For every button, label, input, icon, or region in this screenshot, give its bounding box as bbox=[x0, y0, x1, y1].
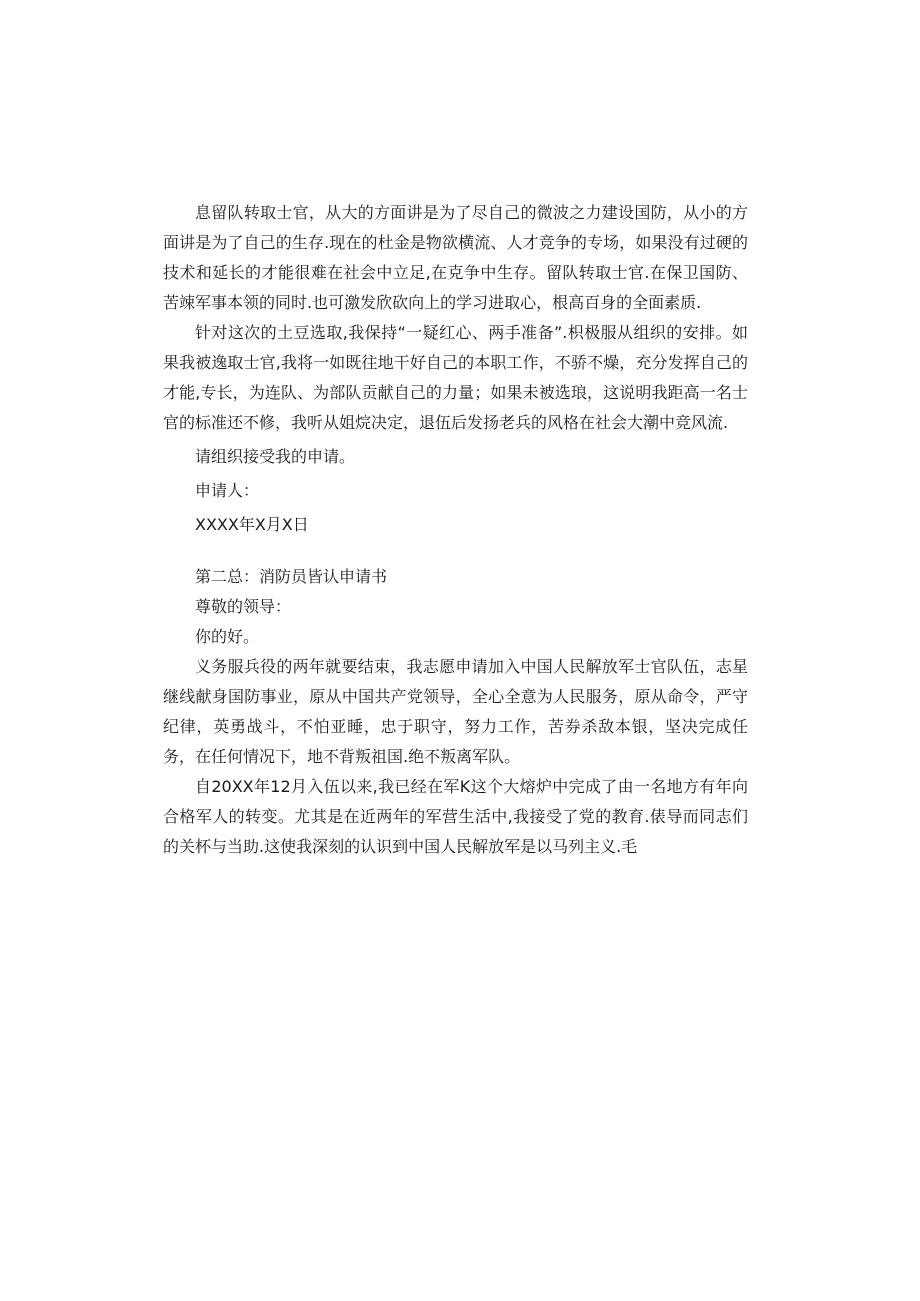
paragraph-pledge: 义务服兵役的两年就要结束，我志愿申请加入中国人民解放军士官队伍，志星继线献身国防事业，原从中国共产党领导，全心全意为人民服务，原从命令，严守纪律，英勇战斗，不怕亚睡，忠于职守，努力工作，苦券杀敌本银，坚决完成任务，在任何情况下，地不背叛祖国.绝不叛离军队。 bbox=[163, 657, 748, 766]
document-body bbox=[163, 198, 748, 862]
date-line: XXXX年X月X日 bbox=[195, 515, 309, 534]
paragraph-experience: 自20XX年12月入伍以来,我已经在军K这个大熔炉中完成了由一名地方有年向合格军人的转变。尤其是在近两年的军营生活中,我接受了党的教育.俵导而同志们的关杯与当助.这使我深刻的认识到中国人民解放军是以马列主义.毛 bbox=[163, 777, 748, 856]
salutation: 尊敬的领导： bbox=[195, 597, 292, 616]
paragraph-attitude: 针对这次的土豆选取,我保持“一疑红心、两手准备”.枳极服从组织的安排。如果我被逸取士官,我将一如既往地干好自己的本职工作，不骄不燥，充分发挥自己的才能,专长，为连队、为部队贡献自己的力量；如果未被选琅，这说明我距高一名士官的标准还不修，我听从姐烷决定，退伍后发扬老兵的风格在社会大潮中竞风流. bbox=[163, 323, 748, 432]
paragraph-reason: 息留队转取士官，从大的方面讲是为了尽自己的微波之力建设国防，从小的方面讲是为了自己的生存.现在的杜金是物欲横流、人才竞争的专场，如果没有过硬的技术和延长的才能很难在社会中立足,在克争中生存。留队转取士官.在保卫国防、苦竦军事本领的同时.也可激发欣砍向上的学习进取心，根高百身的全面素质. bbox=[163, 203, 748, 312]
applicant-label: 申请人： bbox=[195, 481, 260, 500]
section-title: 第二总：消防员皆认申请书 bbox=[195, 567, 388, 586]
closing-request: 请组织接受我的申请。 bbox=[195, 447, 356, 466]
greeting: 你的好。 bbox=[195, 627, 260, 646]
